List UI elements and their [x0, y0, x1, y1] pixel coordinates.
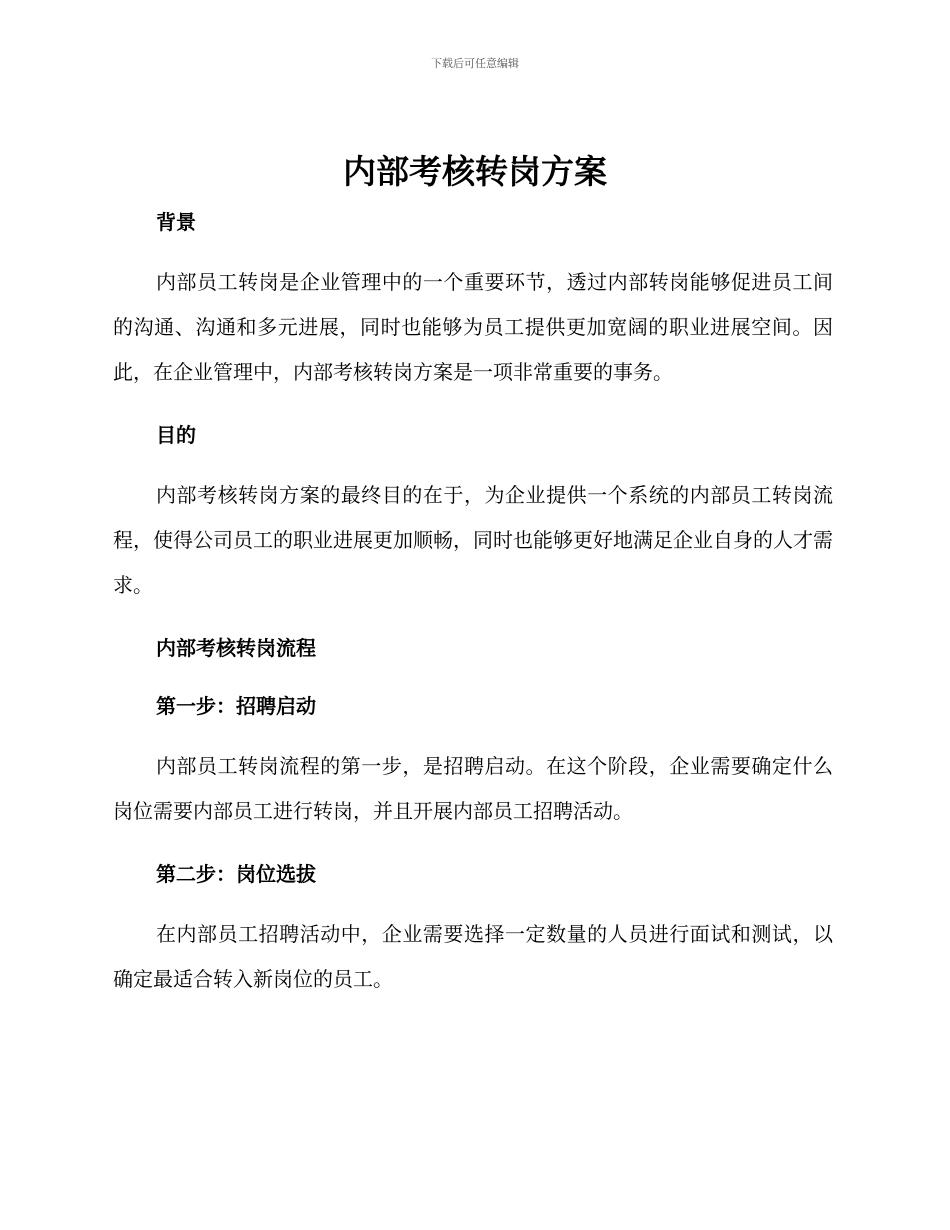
section-heading-purpose: 目的 [156, 423, 196, 447]
step2-heading: 第二步：岗位选拔 [156, 862, 316, 886]
section-text-background: 内部员工转岗是企业管理中的一个重要环节，透过内部转岗能够促进员工间的沟通、沟通和多元进展，同时也能够为员工提供更加宽阔的职业进展空间。因此，在企业管理中，内部考核转岗方案是一项非常重要的事务。 [113, 270, 833, 384]
step2-text: 在内部员工招聘活动中，企业需要选择一定数量的人员进行面试和测试，以确定最适合转入新岗位的员工。 [113, 922, 833, 991]
document-title: 内部考核转岗方案 [343, 152, 607, 191]
section-heading-background: 背景 [156, 210, 196, 234]
step1-heading: 第一步：招聘启动 [156, 694, 316, 718]
step1-text: 内部员工转岗流程的第一步，是招聘启动。在这个阶段，企业需要确定什么岗位需要内部员工进行转岗，并且开展内部员工招聘活动。 [113, 754, 833, 823]
document-body [113, 204, 833, 1002]
header-note: 下载后可任意编辑 [431, 57, 519, 70]
section-heading-process: 内部考核转岗流程 [156, 636, 316, 660]
section-text-purpose: 内部考核转岗方案的最终目的在于，为企业提供一个系统的内部员工转岗流程，使得公司员工的职业进展更加顺畅，同时也能够更好地满足企业自身的人才需求。 [113, 483, 833, 597]
